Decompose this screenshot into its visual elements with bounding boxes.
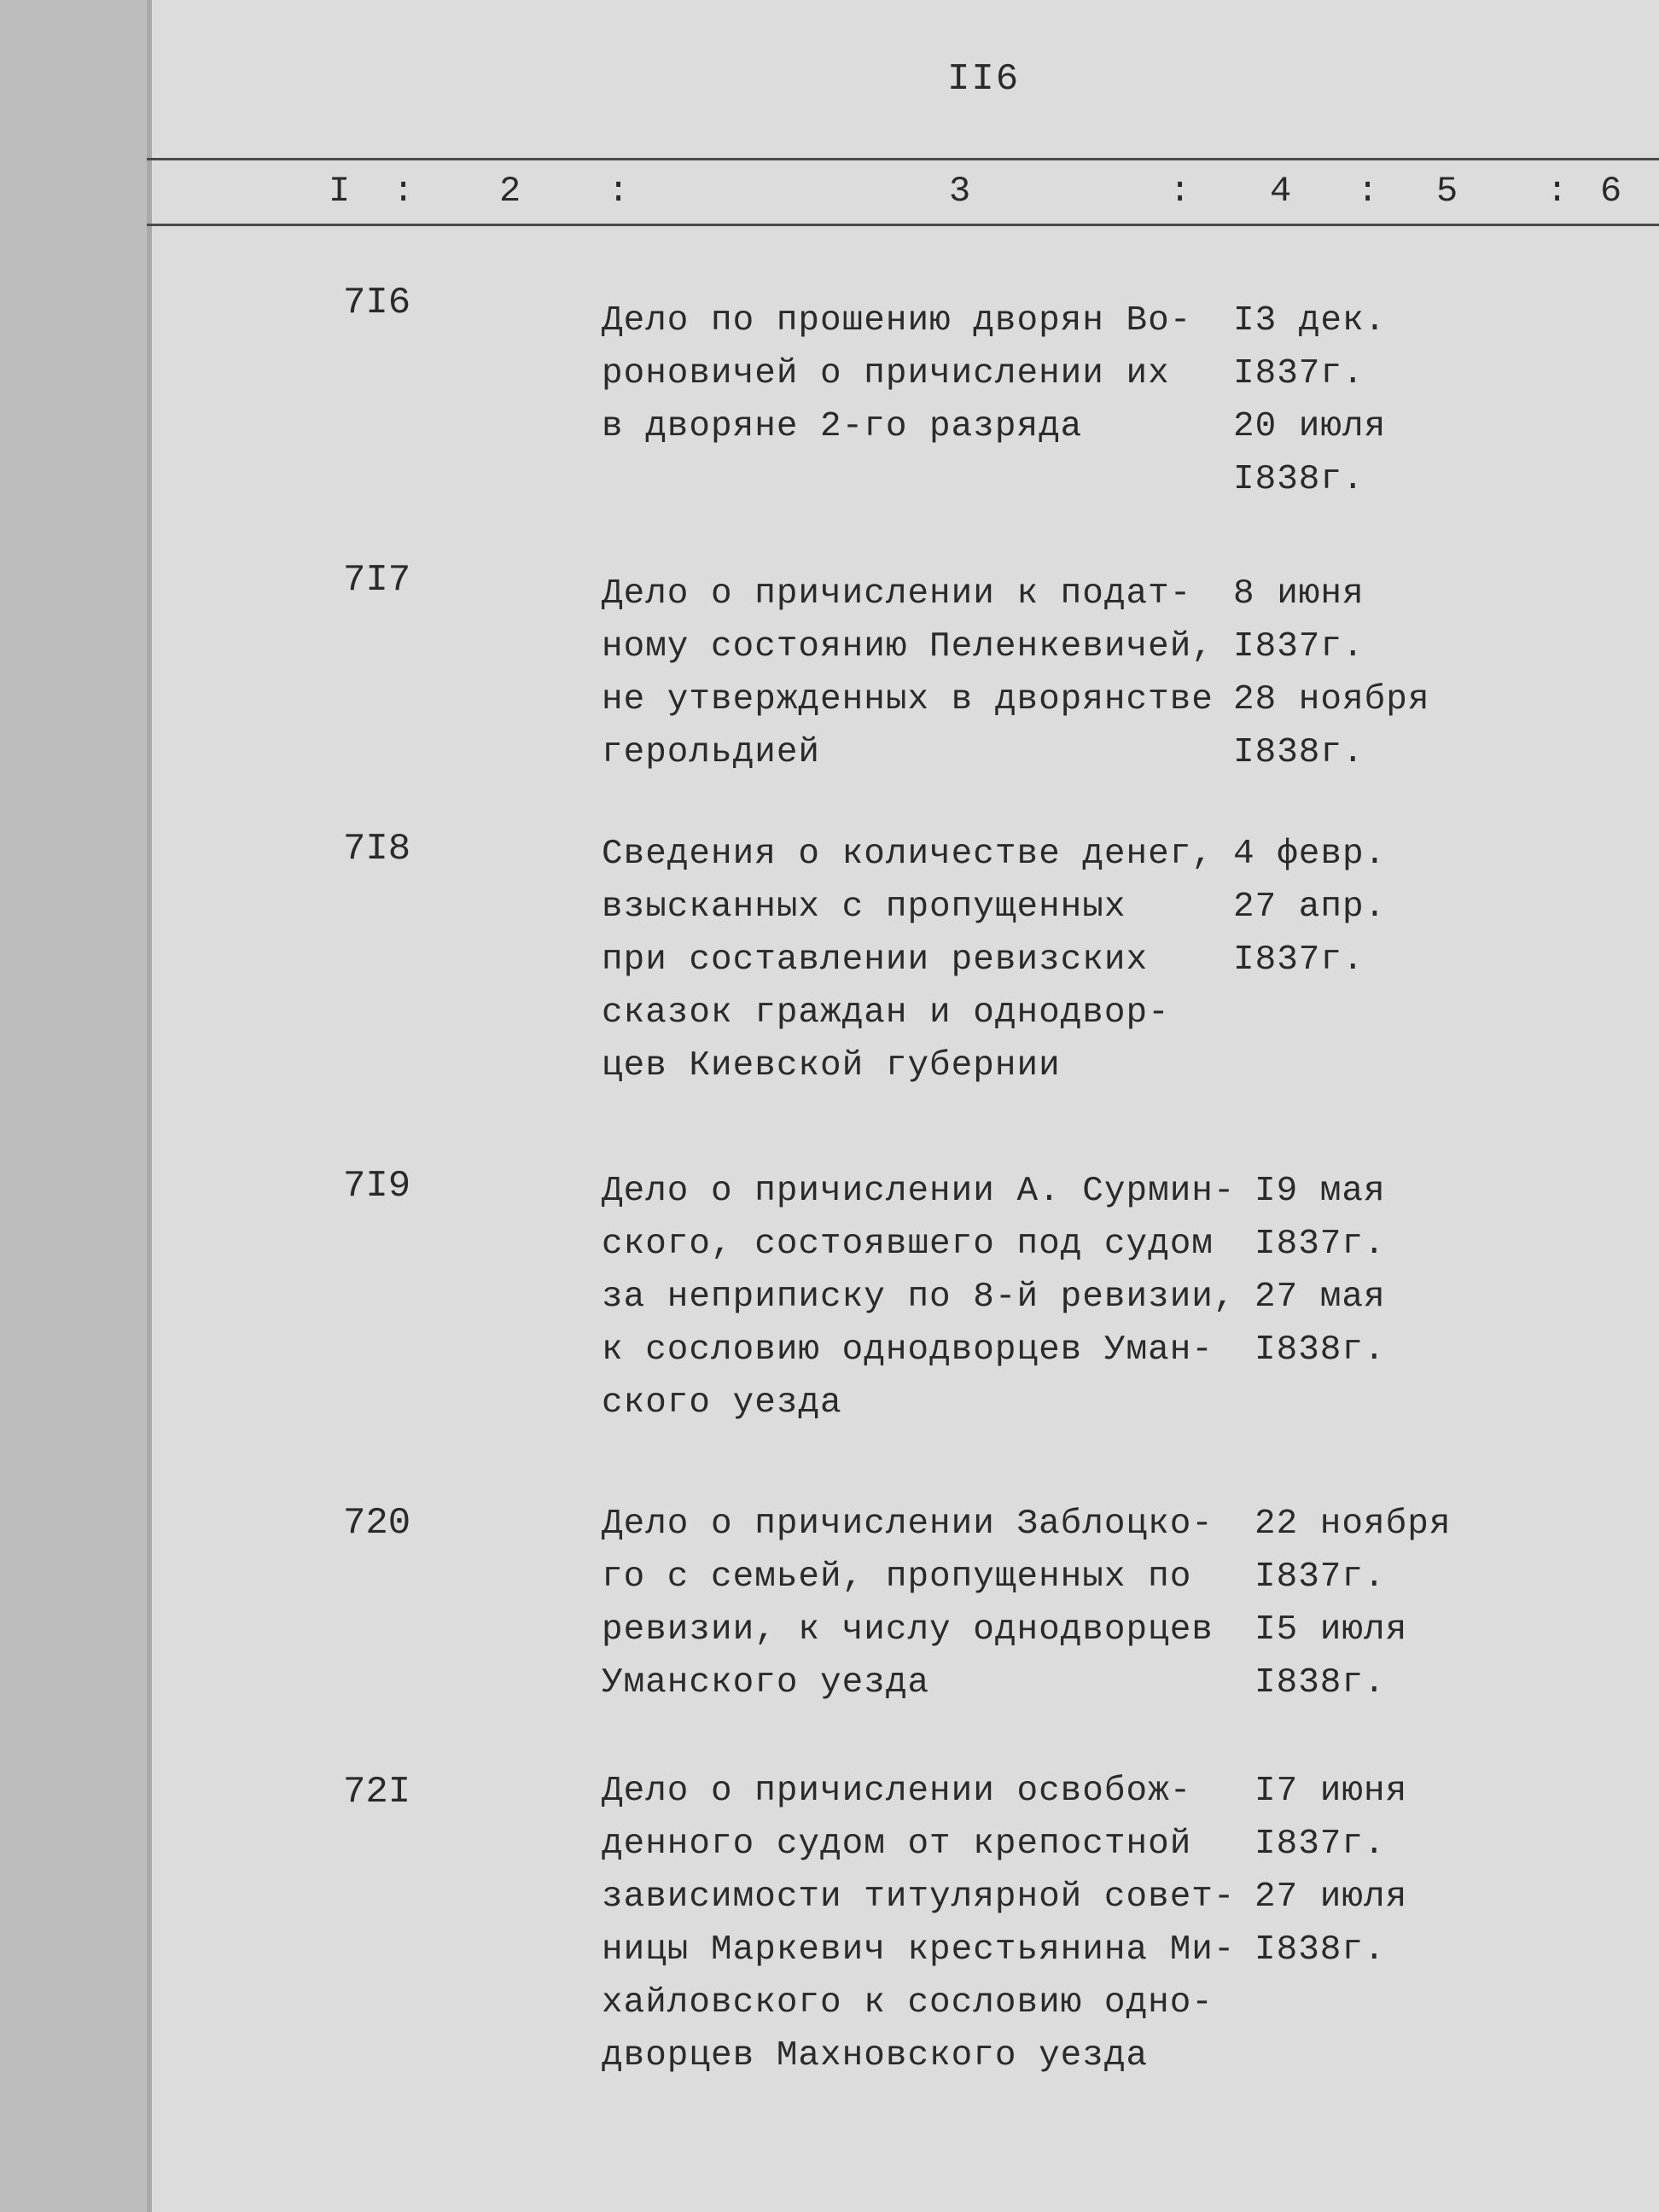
date-line: 20 июля (1233, 407, 1387, 446)
description-line: ревизии, к числу однодворцев (602, 1610, 1214, 1650)
left-page-margin (0, 0, 149, 2212)
date-line: I838г. (1254, 1930, 1386, 1970)
description-line: при составлении ревизских (602, 940, 1149, 980)
date-line: I837г. (1233, 940, 1365, 980)
entry-number: 7I8 (343, 828, 411, 870)
column-header-2: 2 (499, 171, 521, 212)
description-line: герольдией (602, 733, 821, 772)
description-line: Дело о причислении Заблоцко- (602, 1505, 1214, 1544)
description-line: цев Киевской губернии (602, 1046, 1061, 1086)
date-line: I3 дек. (1233, 301, 1387, 341)
entry-description (602, 1765, 1236, 2082)
description-line: взысканных с пропущенных (602, 888, 1126, 927)
date-line: I5 июля (1254, 1610, 1408, 1650)
description-line: сказок граждан и однодвор- (602, 993, 1170, 1033)
entry-description (602, 1498, 1216, 1709)
date-line: 27 апр. (1233, 888, 1387, 927)
entry-description (602, 294, 1216, 453)
entry-dates (1233, 828, 1386, 987)
date-line: 28 ноября (1233, 680, 1430, 719)
entry-description (602, 828, 1216, 1092)
description-line: дворцев Махновского уезда (602, 2036, 1149, 2075)
column-separator: : (1546, 171, 1569, 212)
entry-number: 7I9 (343, 1165, 411, 1208)
date-line: I838г. (1233, 460, 1365, 499)
description-line: Дело о причислении А. Сурмин- (602, 1172, 1236, 1211)
entry-dates (1233, 294, 1386, 506)
date-line: 27 мая (1254, 1278, 1386, 1317)
column-header-5: 5 (1436, 171, 1458, 212)
description-line: Сведения о количестве денег, (602, 835, 1214, 874)
date-line: I837г. (1233, 354, 1365, 393)
entry-number: 7I6 (343, 282, 411, 324)
date-line: I838г. (1254, 1330, 1386, 1370)
date-line: I837г. (1254, 1825, 1386, 1864)
entry-dates (1233, 568, 1429, 779)
column-header-3: 3 (949, 171, 971, 212)
column-header-6: 6 (1600, 171, 1622, 212)
column-separator: : (608, 171, 630, 212)
date-line: I9 мая (1254, 1172, 1386, 1211)
column-separator: : (1169, 171, 1191, 212)
entry-number: 720 (343, 1502, 411, 1545)
entry-description (602, 1165, 1236, 1429)
description-line: роновичей о причислении их (602, 354, 1170, 393)
description-line: ского уезда (602, 1383, 842, 1423)
date-line: I7 июня (1254, 1772, 1408, 1811)
entry-dates (1254, 1765, 1407, 1976)
date-line: 4 февр. (1233, 835, 1387, 874)
description-line: ному состоянию Пеленкевичей, (602, 627, 1214, 667)
description-line: го с семьей, пропущенных по (602, 1557, 1192, 1597)
entry-description (602, 568, 1216, 779)
date-line: 22 ноября (1254, 1505, 1452, 1544)
column-separator: : (1357, 171, 1379, 212)
column-separator: : (393, 171, 415, 212)
description-line: зависимости титулярной совет- (602, 1877, 1236, 1917)
date-line: I838г. (1233, 733, 1365, 772)
date-line: I837г. (1233, 627, 1365, 667)
page-number: II6 (947, 58, 1021, 101)
description-line: за неприписку по 8-й ревизии, (602, 1278, 1236, 1317)
description-line: к сословию однодворцев Уман- (602, 1330, 1214, 1370)
date-line: 27 июля (1254, 1877, 1408, 1917)
description-line: Уманского уезда (602, 1663, 930, 1703)
description-line: Дело по прошению дворян Во- (602, 301, 1192, 341)
header-rule-top (147, 158, 1659, 160)
entry-number: 72I (343, 1771, 411, 1813)
column-header-1: I (329, 171, 351, 212)
date-line: I837г. (1254, 1557, 1386, 1597)
entry-dates (1254, 1498, 1451, 1709)
description-line: Дело о причислении к подат- (602, 574, 1192, 614)
description-line: денного судом от крепостной (602, 1825, 1192, 1864)
description-line: Дело о причислении освобож- (602, 1772, 1192, 1811)
date-line: 8 июня (1233, 574, 1365, 614)
description-line: ского, состоявшего под судом (602, 1225, 1214, 1264)
entry-dates (1254, 1165, 1386, 1377)
date-line: I838г. (1254, 1663, 1386, 1703)
description-line: не утвержденных в дворянстве (602, 680, 1214, 719)
date-line: I837г. (1254, 1225, 1386, 1264)
description-line: ницы Маркевич крестьянина Ми- (602, 1930, 1236, 1970)
description-line: в дворяне 2-го разряда (602, 407, 1083, 446)
description-line: хайловского к сословию одно- (602, 1983, 1214, 2023)
header-rule-bottom (147, 224, 1659, 226)
entry-number: 7I7 (343, 559, 411, 602)
column-header-4: 4 (1270, 171, 1292, 212)
